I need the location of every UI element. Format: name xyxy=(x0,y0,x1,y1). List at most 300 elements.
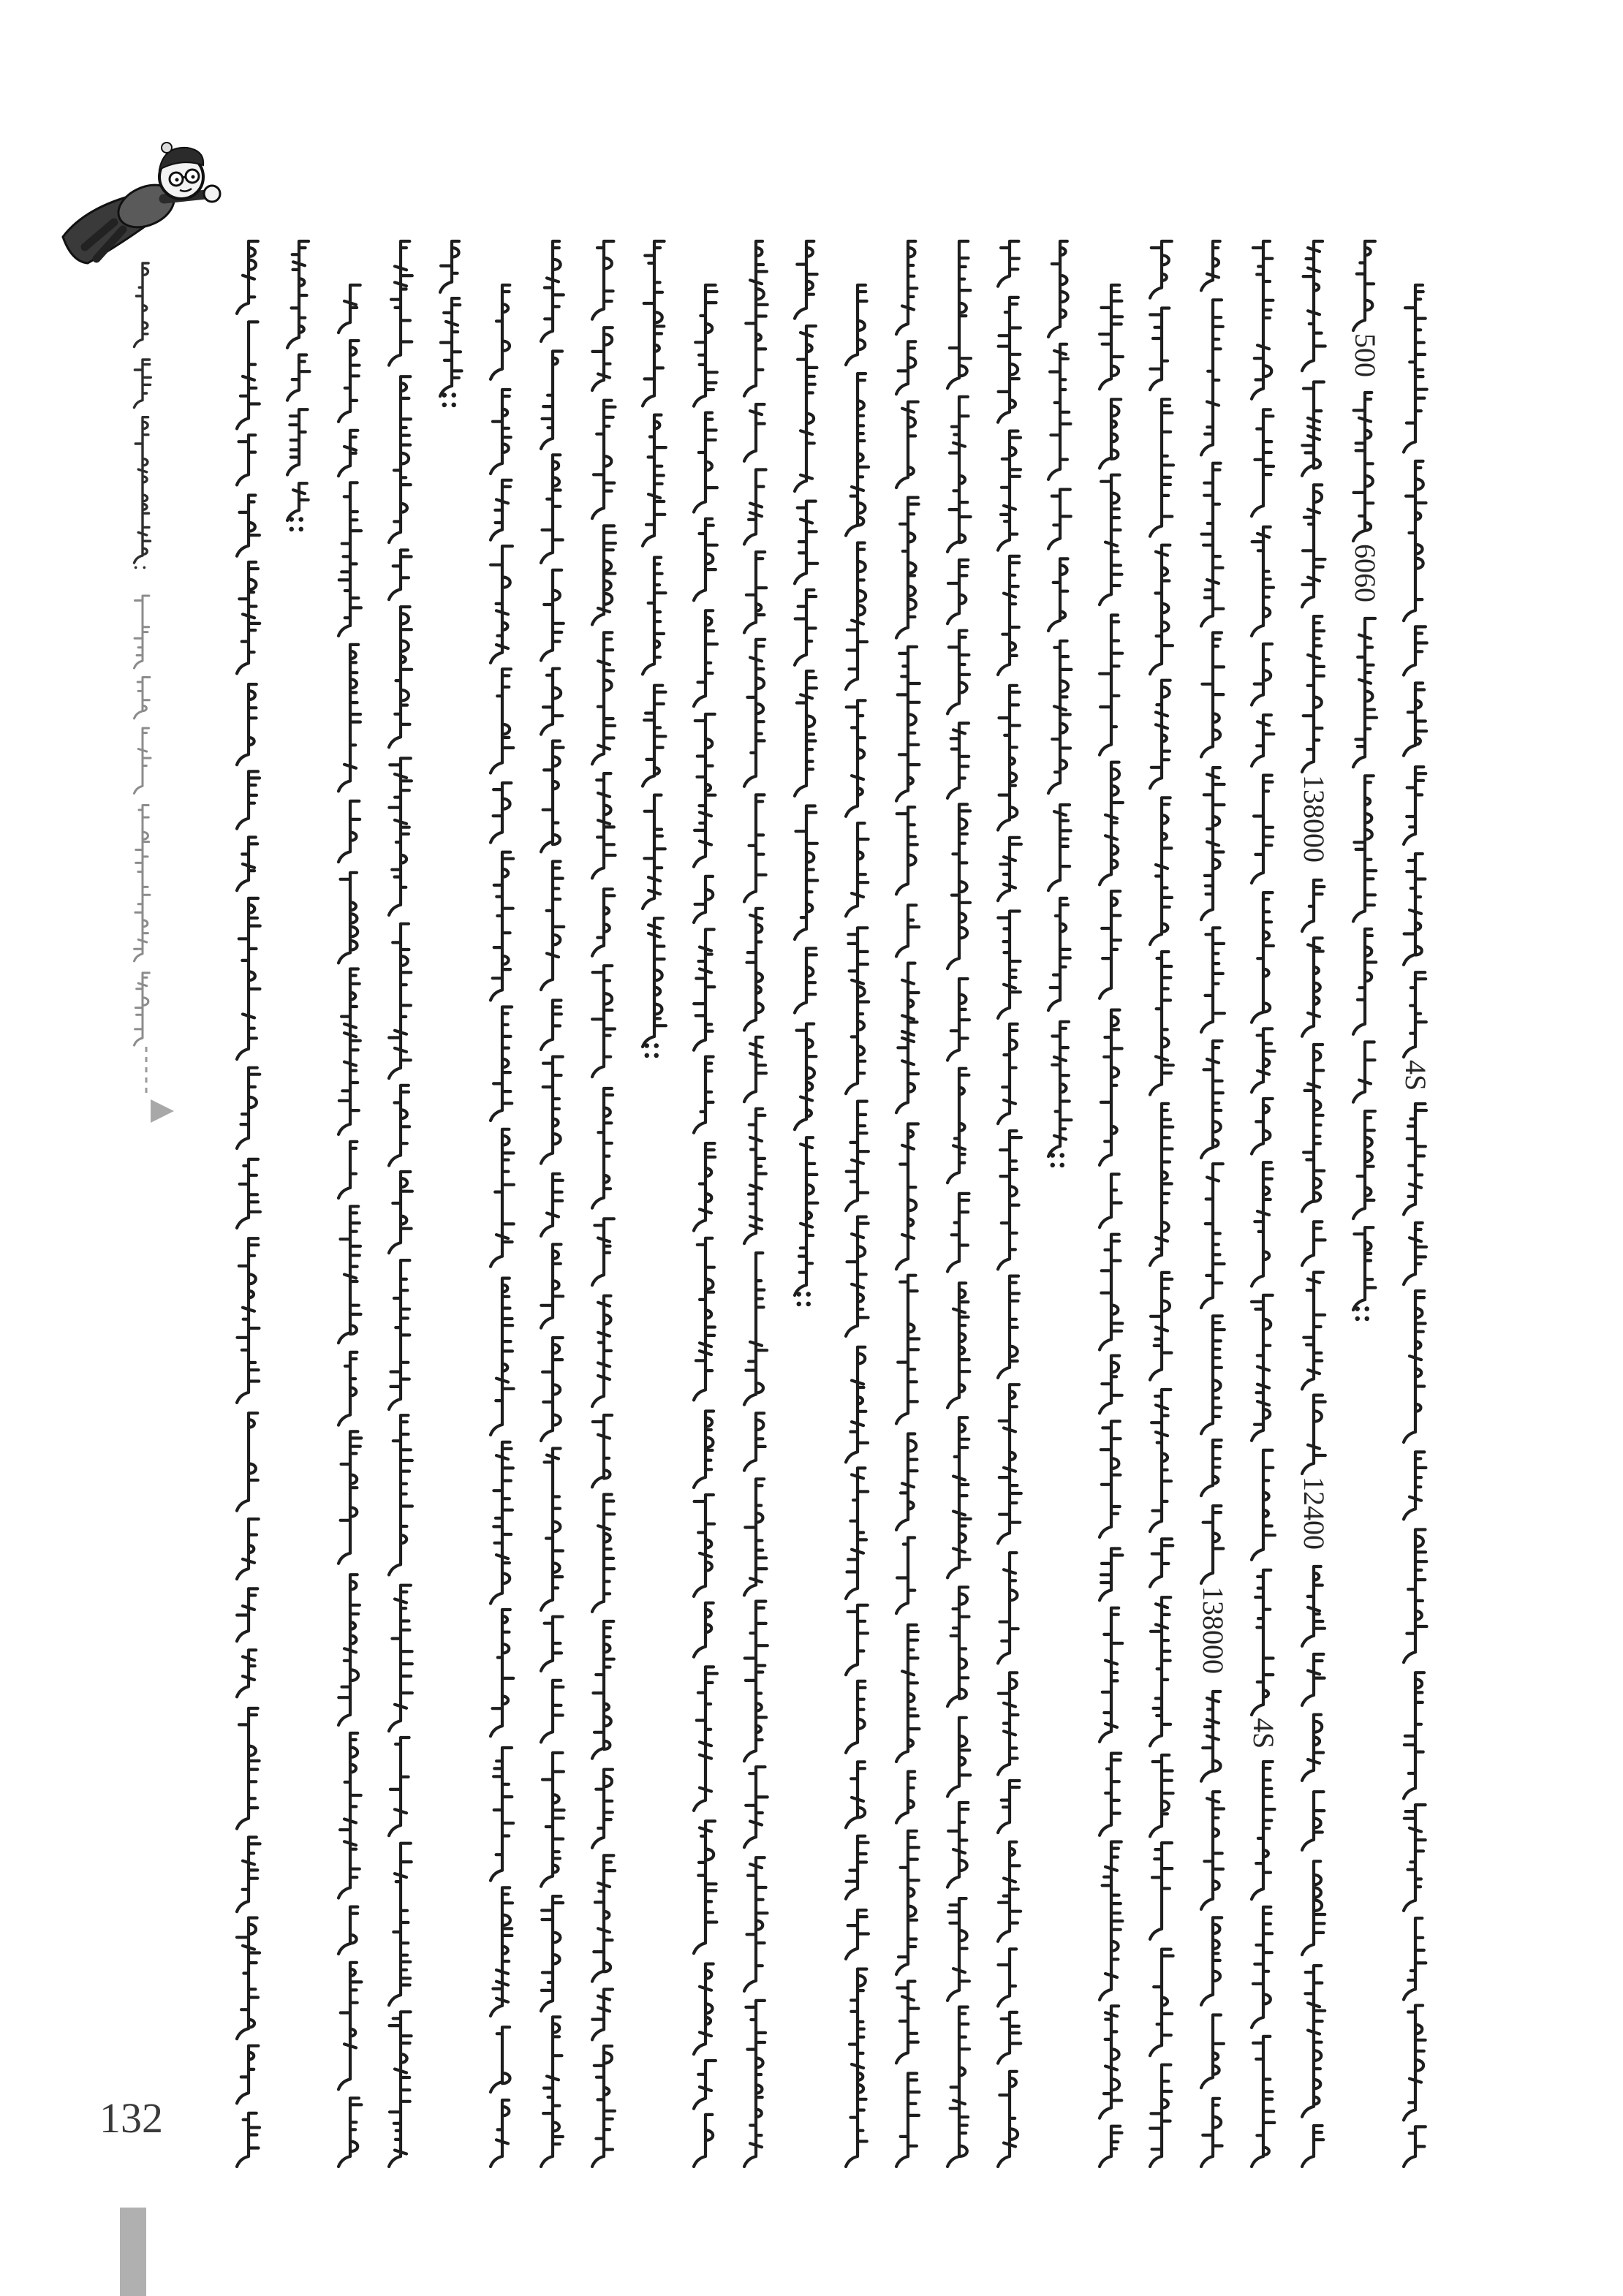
script-word xyxy=(998,1553,1018,1663)
script-word xyxy=(947,1417,971,1577)
script-word xyxy=(1048,344,1070,480)
script-word xyxy=(1252,241,1273,399)
script-word xyxy=(1252,893,1274,1023)
script-word xyxy=(389,1260,409,1409)
script-word xyxy=(998,431,1021,550)
script-word xyxy=(1252,644,1272,705)
script-word xyxy=(795,1024,816,1130)
numeral-token: 4S xyxy=(1247,1718,1280,1749)
script-word xyxy=(1404,683,1426,756)
script-word xyxy=(947,1283,969,1408)
script-word xyxy=(998,1131,1021,1269)
script-word xyxy=(338,1431,361,1563)
script-word xyxy=(491,1007,512,1121)
script-word xyxy=(694,714,715,867)
script-word xyxy=(694,1603,714,1657)
script-word xyxy=(338,2098,361,2167)
script-word xyxy=(896,341,915,394)
script-word xyxy=(896,498,919,638)
script-word xyxy=(795,671,817,796)
script-word xyxy=(694,930,714,1050)
script-word xyxy=(592,1990,613,2040)
script-word xyxy=(998,298,1021,423)
paragraph-full-stop: :: xyxy=(283,515,316,534)
script-word xyxy=(846,285,867,365)
script-word xyxy=(389,607,412,747)
script-word xyxy=(694,1238,715,1401)
script-word xyxy=(592,1495,614,1612)
script-word xyxy=(1252,2037,1274,2167)
script-word xyxy=(1100,1356,1122,1414)
script-word xyxy=(1302,1395,1325,1474)
script-word xyxy=(592,2046,615,2167)
script-word xyxy=(592,526,616,624)
script-word xyxy=(135,728,151,793)
text-column xyxy=(1353,241,1377,1310)
text-column xyxy=(1252,241,1275,2167)
script-word xyxy=(541,862,564,990)
script-word xyxy=(541,1001,561,1050)
script-word xyxy=(744,1857,768,1991)
script-word xyxy=(338,285,360,333)
script-word xyxy=(1150,1755,1173,1836)
script-word xyxy=(744,1767,768,1847)
script-word xyxy=(1048,558,1068,631)
script-word xyxy=(1302,1861,1325,1955)
script-word xyxy=(1252,1762,1275,1899)
script-word xyxy=(1252,1450,1275,1560)
script-word xyxy=(744,795,766,901)
script-word xyxy=(389,1585,412,1731)
script-word xyxy=(592,241,613,319)
script-word xyxy=(947,723,969,798)
script-word xyxy=(338,873,357,963)
text-column xyxy=(1100,285,1123,2167)
script-word xyxy=(1404,1291,1426,1442)
triangle-pointer-icon xyxy=(151,1099,174,1123)
script-word xyxy=(846,1762,865,1827)
text-column xyxy=(896,241,920,2167)
script-word xyxy=(338,1352,357,1425)
script-word xyxy=(1302,1273,1325,1390)
script-word xyxy=(541,1681,563,1743)
script-word xyxy=(1201,1917,1222,2004)
script-word xyxy=(1100,1235,1122,1350)
text-column xyxy=(541,241,564,2167)
script-word xyxy=(1100,1549,1122,1601)
script-word xyxy=(237,1650,256,1697)
script-word xyxy=(998,838,1021,901)
script-word xyxy=(389,1844,412,2006)
script-word xyxy=(237,1238,259,1403)
script-word xyxy=(440,298,462,396)
text-column xyxy=(998,241,1021,2167)
script-word xyxy=(491,669,513,773)
script-word xyxy=(846,543,867,689)
script-word xyxy=(592,1415,612,1487)
script-word xyxy=(135,263,149,347)
text-column xyxy=(694,285,717,2167)
script-word xyxy=(592,632,615,764)
paragraph-full-stop: :: xyxy=(790,1289,823,1309)
script-word xyxy=(389,2012,412,2167)
script-word xyxy=(135,596,149,668)
script-word xyxy=(998,556,1019,675)
script-word xyxy=(1252,1099,1273,1154)
script-word xyxy=(237,1519,259,1579)
script-word xyxy=(998,1672,1018,1774)
script-word xyxy=(1150,1597,1170,1746)
script-word xyxy=(1302,485,1325,607)
running-head-subtitle xyxy=(135,596,151,1045)
script-word xyxy=(846,1969,867,2167)
script-word xyxy=(1302,880,1324,931)
script-word xyxy=(237,562,260,673)
script-word xyxy=(1252,1028,1275,1092)
script-word xyxy=(1302,1654,1325,1705)
script-word xyxy=(1201,241,1220,290)
script-word xyxy=(541,1244,563,1327)
script-word xyxy=(1048,490,1071,549)
script-word xyxy=(1048,241,1068,337)
script-word xyxy=(1252,1162,1273,1286)
text-column xyxy=(947,241,971,2167)
script-word xyxy=(795,806,817,940)
script-word xyxy=(237,1068,260,1148)
script-word xyxy=(1404,2006,1426,2121)
script-word xyxy=(643,795,665,909)
script-word xyxy=(1150,241,1172,298)
script-word xyxy=(491,783,511,843)
script-word xyxy=(947,1587,969,1706)
script-word xyxy=(1150,1950,1173,2056)
script-word xyxy=(744,1413,765,1470)
script-word xyxy=(338,431,357,476)
script-word xyxy=(1252,1570,1274,1715)
script-word xyxy=(998,1024,1018,1124)
text-column xyxy=(846,285,869,2167)
script-word xyxy=(947,1803,968,1887)
script-word xyxy=(1302,1792,1324,1850)
script-word xyxy=(1404,1918,1426,1999)
script-word xyxy=(1404,2126,1426,2167)
script-word xyxy=(744,1109,766,1243)
text-column xyxy=(287,241,310,520)
script-word xyxy=(237,898,260,1059)
script-word xyxy=(744,470,766,545)
numeral-token: 500 xyxy=(1349,333,1382,377)
text-column xyxy=(643,241,666,1047)
script-word xyxy=(896,1124,918,1270)
text-column xyxy=(795,241,817,1295)
script-word xyxy=(541,741,564,852)
script-word xyxy=(795,241,817,319)
script-word xyxy=(1353,1227,1375,1310)
script-word xyxy=(1302,2126,1323,2167)
script-word xyxy=(287,355,310,401)
script-word xyxy=(643,918,666,1047)
script-word xyxy=(541,1057,563,1164)
script-word xyxy=(846,928,869,1094)
script-word xyxy=(947,631,969,714)
text-column xyxy=(592,241,616,2167)
script-word xyxy=(1201,1316,1225,1433)
script-word xyxy=(1201,928,1225,1032)
script-word xyxy=(1302,1221,1325,1265)
script-word xyxy=(947,1898,969,2001)
script-word xyxy=(896,241,917,334)
script-word xyxy=(541,1896,563,2011)
script-word xyxy=(491,1442,513,1604)
script-word xyxy=(1404,972,1426,1057)
script-word xyxy=(237,2113,260,2167)
script-word xyxy=(592,1770,613,1848)
script-word xyxy=(947,979,969,1061)
script-word xyxy=(1150,1539,1173,1586)
script-word xyxy=(237,837,257,890)
text-column xyxy=(491,285,514,2167)
script-word xyxy=(1100,399,1121,468)
script-word xyxy=(694,413,717,512)
script-word xyxy=(896,1538,915,1614)
script-word xyxy=(1201,1691,1221,1781)
script-word xyxy=(1201,300,1223,455)
script-word xyxy=(1252,1295,1273,1441)
script-word xyxy=(541,241,564,341)
script-word xyxy=(440,241,459,292)
script-word xyxy=(998,1949,1016,2006)
script-word xyxy=(947,2007,969,2167)
script-word xyxy=(846,1681,866,1753)
script-word xyxy=(643,686,666,787)
script-word xyxy=(1353,929,1376,1034)
script-word xyxy=(1404,854,1425,965)
script-word xyxy=(135,678,150,719)
script-word xyxy=(998,1384,1021,1543)
script-word xyxy=(1353,776,1376,921)
script-word xyxy=(1353,241,1375,330)
script-word xyxy=(389,1738,409,1835)
script-word xyxy=(1150,952,1173,1095)
script-word xyxy=(694,1057,714,1133)
script-word xyxy=(846,1347,868,1463)
script-word xyxy=(694,1667,717,1811)
script-word xyxy=(541,352,562,449)
script-word xyxy=(592,401,616,519)
script-word xyxy=(1252,776,1273,883)
script-word xyxy=(237,496,260,556)
script-word xyxy=(694,1412,714,1488)
script-word xyxy=(1150,545,1173,674)
script-word xyxy=(338,1142,357,1198)
script-word xyxy=(643,558,666,675)
script-word xyxy=(694,1821,716,1953)
script-word xyxy=(338,1907,357,1954)
script-word xyxy=(1404,767,1426,844)
script-word xyxy=(947,804,970,969)
script-word xyxy=(541,1617,563,1671)
paragraph-full-stop: :: xyxy=(1044,1151,1077,1170)
script-word xyxy=(491,852,513,1001)
script-word xyxy=(1404,1530,1427,1663)
script-word xyxy=(1302,382,1324,476)
script-word xyxy=(1150,797,1172,944)
script-word xyxy=(237,322,260,428)
script-word xyxy=(1100,1174,1121,1227)
script-word xyxy=(1100,2126,1122,2167)
script-word xyxy=(744,404,765,461)
script-word xyxy=(795,1137,817,1295)
script-word xyxy=(135,417,151,563)
script-word xyxy=(896,905,919,956)
script-word xyxy=(1048,1022,1071,1156)
script-word xyxy=(592,1219,614,1285)
script-word xyxy=(643,415,666,546)
script-word xyxy=(998,241,1019,287)
script-word xyxy=(491,1748,513,1881)
script-word xyxy=(846,1910,869,1959)
script-word xyxy=(592,1088,613,1208)
text-column xyxy=(389,241,412,2167)
script-word xyxy=(1302,1715,1323,1781)
script-word xyxy=(592,1296,611,1406)
script-word xyxy=(896,402,918,488)
script-word xyxy=(846,1217,869,1336)
script-word xyxy=(1201,2099,1222,2167)
script-word xyxy=(896,807,918,894)
script-word xyxy=(744,552,766,632)
script-word xyxy=(1150,1843,1172,1939)
script-word xyxy=(1302,241,1325,371)
text-column xyxy=(744,241,768,2167)
script-word xyxy=(338,1733,361,1898)
script-word xyxy=(896,1434,918,1530)
script-word xyxy=(541,455,563,563)
script-word xyxy=(1404,626,1427,675)
script-word xyxy=(491,1610,513,1736)
script-word xyxy=(1404,285,1427,452)
script-word xyxy=(592,1621,614,1759)
script-word xyxy=(389,241,412,365)
script-word xyxy=(338,801,360,862)
script-word xyxy=(1404,1805,1426,1911)
script-word xyxy=(1353,393,1373,541)
numeral-token: 4S xyxy=(1399,1060,1432,1091)
script-word xyxy=(338,1963,361,2090)
script-word xyxy=(592,327,613,390)
script-word xyxy=(491,2027,510,2092)
text-column xyxy=(1302,241,1325,2167)
script-word xyxy=(1100,2006,1121,2118)
script-word xyxy=(237,241,258,314)
script-word xyxy=(1150,308,1169,390)
script-word xyxy=(694,610,717,706)
script-word xyxy=(998,2012,1021,2064)
script-word xyxy=(947,560,968,624)
script-word xyxy=(694,1143,715,1230)
script-word xyxy=(744,1037,766,1102)
script-word xyxy=(1201,633,1224,757)
script-word xyxy=(592,1855,615,1981)
script-word xyxy=(846,1605,868,1675)
script-word xyxy=(1150,681,1170,789)
text-column xyxy=(1048,241,1071,1156)
script-word xyxy=(1252,715,1274,766)
script-word xyxy=(389,550,412,600)
script-word xyxy=(1353,1111,1375,1219)
script-word xyxy=(338,645,360,792)
script-word xyxy=(1100,285,1123,389)
script-word xyxy=(1353,618,1377,767)
script-word xyxy=(998,686,1020,830)
script-word xyxy=(1404,1223,1426,1284)
script-word xyxy=(947,1194,969,1272)
script-word xyxy=(1252,409,1274,516)
script-word xyxy=(389,924,411,1078)
script-word xyxy=(744,640,765,787)
script-word xyxy=(896,1831,919,1974)
script-word xyxy=(795,501,817,584)
script-word xyxy=(896,1625,919,1762)
script-word xyxy=(744,1479,767,1595)
script-word xyxy=(998,2072,1018,2167)
script-word xyxy=(1048,805,1071,890)
script-word xyxy=(846,823,869,916)
script-word xyxy=(1201,2015,1224,2088)
script-word xyxy=(1201,1440,1222,1496)
script-word xyxy=(491,1887,512,2016)
script-word xyxy=(389,758,412,915)
script-word xyxy=(491,480,511,540)
script-word xyxy=(237,1413,258,1510)
page-number: 132 xyxy=(99,2094,163,2142)
script-word xyxy=(1100,891,1121,999)
script-word xyxy=(1150,1390,1171,1531)
script-word xyxy=(1201,1792,1224,1909)
script-word xyxy=(744,1253,767,1405)
text-column xyxy=(338,285,361,2167)
script-word xyxy=(541,669,562,735)
script-word xyxy=(491,285,510,379)
script-word xyxy=(896,2074,920,2167)
script-word xyxy=(541,1449,563,1610)
text-column xyxy=(1201,241,1225,2167)
script-word xyxy=(1302,616,1324,772)
script-word xyxy=(1048,898,1070,1010)
script-word xyxy=(338,969,360,1134)
script-word xyxy=(237,1159,260,1228)
script-word xyxy=(287,409,308,474)
script-word xyxy=(1302,1966,1325,2117)
script-word xyxy=(1100,475,1122,605)
script-word xyxy=(541,1174,563,1236)
script-word xyxy=(1100,615,1122,755)
running-head xyxy=(135,263,151,1045)
script-word xyxy=(1252,1907,1272,2028)
script-word xyxy=(491,2100,509,2167)
text-column xyxy=(237,241,260,2167)
script-word xyxy=(1353,1042,1375,1102)
numeral-token: 138000 xyxy=(1197,1586,1230,1674)
script-word xyxy=(237,1918,260,2039)
script-word xyxy=(795,326,817,491)
script-word xyxy=(237,1588,257,1641)
script-word xyxy=(237,684,257,765)
script-word xyxy=(541,570,564,661)
script-word xyxy=(1302,1045,1324,1211)
script-word xyxy=(135,806,151,961)
script-word xyxy=(1404,1672,1424,1798)
